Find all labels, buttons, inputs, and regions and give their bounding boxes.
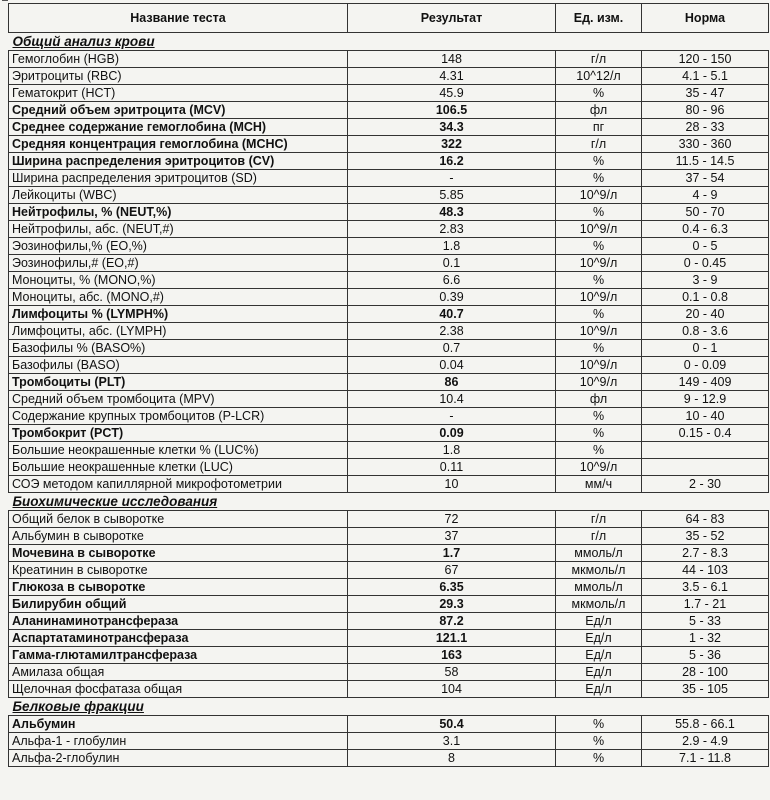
table-row	[9, 562, 769, 579]
section-row	[9, 493, 769, 511]
result-cell: 1.7	[348, 545, 556, 562]
norm-cell: 35 - 52	[642, 528, 769, 545]
result-cell: 45.9	[348, 85, 556, 102]
test-name-cell: Аспартатаминотрансфераза	[9, 630, 348, 647]
unit-cell: %	[556, 238, 642, 255]
norm-cell: 0.1 - 0.8	[642, 289, 769, 306]
norm-cell: 2.9 - 4.9	[642, 733, 769, 750]
norm-cell: 330 - 360	[642, 136, 769, 153]
norm-cell: 0.4 - 6.3	[642, 221, 769, 238]
table-row	[9, 630, 769, 647]
result-cell: -	[348, 408, 556, 425]
test-name-cell: Альбумин	[9, 716, 348, 733]
test-name-cell: Билирубин общий	[9, 596, 348, 613]
test-name-cell: Нейтрофилы, абс. (NEUT,#)	[9, 221, 348, 238]
test-name-cell: Ширина распределения эритроцитов (CV)	[9, 153, 348, 170]
unit-cell: %	[556, 408, 642, 425]
test-name-cell: Гемоглобин (HGB)	[9, 51, 348, 68]
norm-cell: 7.1 - 11.8	[642, 750, 769, 767]
result-cell: 163	[348, 647, 556, 664]
unit-cell: Ед/л	[556, 613, 642, 630]
unit-cell: %	[556, 425, 642, 442]
table-row	[9, 716, 769, 733]
result-cell: 2.38	[348, 323, 556, 340]
norm-cell: 0 - 5	[642, 238, 769, 255]
test-name-cell: Моноциты, абс. (MONO,#)	[9, 289, 348, 306]
norm-cell: 4.1 - 5.1	[642, 68, 769, 85]
unit-cell: %	[556, 204, 642, 221]
norm-cell: 80 - 96	[642, 102, 769, 119]
column-header-norm: Норма	[642, 4, 769, 33]
table-row	[9, 681, 769, 698]
table-row	[9, 187, 769, 204]
column-header-unit: Ед. изм.	[556, 4, 642, 33]
unit-cell: г/л	[556, 528, 642, 545]
result-cell: 40.7	[348, 306, 556, 323]
unit-cell: 10^9/л	[556, 255, 642, 272]
table-row	[9, 528, 769, 545]
unit-cell: Ед/л	[556, 647, 642, 664]
norm-cell: 3 - 9	[642, 272, 769, 289]
result-cell: 322	[348, 136, 556, 153]
test-name-cell: Базофилы % (BASO%)	[9, 340, 348, 357]
norm-cell	[642, 442, 769, 459]
norm-cell: 28 - 33	[642, 119, 769, 136]
norm-cell: 64 - 83	[642, 511, 769, 528]
table-row	[9, 102, 769, 119]
result-cell: 86	[348, 374, 556, 391]
table-row	[9, 664, 769, 681]
table-row	[9, 153, 769, 170]
table-row	[9, 750, 769, 767]
unit-cell: %	[556, 306, 642, 323]
section-title: Общий анализ крови	[9, 33, 769, 51]
result-cell: 2.83	[348, 221, 556, 238]
result-cell: 37	[348, 528, 556, 545]
test-name-cell: Базофилы (BASO)	[9, 357, 348, 374]
unit-cell: 10^9/л	[556, 221, 642, 238]
norm-cell: 0 - 0.09	[642, 357, 769, 374]
table-row	[9, 459, 769, 476]
norm-cell: 35 - 47	[642, 85, 769, 102]
result-cell: 0.39	[348, 289, 556, 306]
test-name-cell: Нейтрофилы, % (NEUT,%)	[9, 204, 348, 221]
column-header-result: Результат	[348, 4, 556, 33]
result-cell: -	[348, 170, 556, 187]
test-name-cell: Альфа-2-глобулин	[9, 750, 348, 767]
test-name-cell: Ширина распределения эритроцитов (SD)	[9, 170, 348, 187]
result-cell: 0.1	[348, 255, 556, 272]
result-cell: 3.1	[348, 733, 556, 750]
test-name-cell: Глюкоза в сыворотке	[9, 579, 348, 596]
table-row	[9, 289, 769, 306]
table-row	[9, 170, 769, 187]
norm-cell: 0.15 - 0.4	[642, 425, 769, 442]
unit-cell: 10^9/л	[556, 187, 642, 204]
unit-cell: %	[556, 733, 642, 750]
table-row	[9, 391, 769, 408]
norm-cell: 0 - 1	[642, 340, 769, 357]
unit-cell: г/л	[556, 511, 642, 528]
test-name-cell: Аланинаминотрансфераза	[9, 613, 348, 630]
test-name-cell: Содержание крупных тромбоцитов (P-LCR)	[9, 408, 348, 425]
unit-cell: фл	[556, 102, 642, 119]
table-row	[9, 255, 769, 272]
result-cell: 8	[348, 750, 556, 767]
table-row	[9, 425, 769, 442]
table-row	[9, 119, 769, 136]
norm-cell: 0.8 - 3.6	[642, 323, 769, 340]
unit-cell: ммоль/л	[556, 579, 642, 596]
unit-cell: 10^9/л	[556, 459, 642, 476]
norm-cell: 5 - 33	[642, 613, 769, 630]
unit-cell: %	[556, 442, 642, 459]
result-cell: 0.04	[348, 357, 556, 374]
table-row	[9, 204, 769, 221]
result-cell: 106.5	[348, 102, 556, 119]
results-body	[9, 33, 769, 767]
table-row	[9, 357, 769, 374]
table-row	[9, 442, 769, 459]
test-name-cell: Альфа-1 - глобулин	[9, 733, 348, 750]
result-cell: 50.4	[348, 716, 556, 733]
test-name-cell: Средний объем эритроцита (MCV)	[9, 102, 348, 119]
section-row	[9, 33, 769, 51]
test-name-cell: Эозинофилы,# (EO,#)	[9, 255, 348, 272]
norm-cell: 44 - 103	[642, 562, 769, 579]
table-row	[9, 306, 769, 323]
column-header-name: Название теста	[9, 4, 348, 33]
result-cell: 0.11	[348, 459, 556, 476]
norm-cell: 55.8 - 66.1	[642, 716, 769, 733]
test-name-cell: Моноциты, % (MONO,%)	[9, 272, 348, 289]
unit-cell: 10^9/л	[556, 357, 642, 374]
unit-cell: %	[556, 170, 642, 187]
table-row	[9, 476, 769, 493]
test-name-cell: Тромбокрит (PCT)	[9, 425, 348, 442]
result-cell: 1.8	[348, 442, 556, 459]
test-name-cell: СОЭ методом капиллярной микрофотометрии	[9, 476, 348, 493]
unit-cell: %	[556, 85, 642, 102]
result-cell: 72	[348, 511, 556, 528]
unit-cell: %	[556, 153, 642, 170]
unit-cell: %	[556, 272, 642, 289]
norm-cell: 1.7 - 21	[642, 596, 769, 613]
norm-cell: 5 - 36	[642, 647, 769, 664]
table-row	[9, 511, 769, 528]
result-cell: 5.85	[348, 187, 556, 204]
norm-cell: 35 - 105	[642, 681, 769, 698]
table-row	[9, 51, 769, 68]
result-cell: 0.09	[348, 425, 556, 442]
test-name-cell: Лейкоциты (WBC)	[9, 187, 348, 204]
test-name-cell: Средняя концентрация гемоглобина (MCHC)	[9, 136, 348, 153]
table-row	[9, 68, 769, 85]
result-cell: 4.31	[348, 68, 556, 85]
unit-cell: Ед/л	[556, 630, 642, 647]
unit-cell: г/л	[556, 136, 642, 153]
unit-cell: ммоль/л	[556, 545, 642, 562]
table-row	[9, 408, 769, 425]
table-row	[9, 596, 769, 613]
test-name-cell: Эритроциты (RBC)	[9, 68, 348, 85]
norm-cell: 10 - 40	[642, 408, 769, 425]
result-cell: 87.2	[348, 613, 556, 630]
test-name-cell: Гамма-глютамилтрансфераза	[9, 647, 348, 664]
unit-cell: мкмоль/л	[556, 596, 642, 613]
norm-cell: 28 - 100	[642, 664, 769, 681]
table-row	[9, 647, 769, 664]
table-row	[9, 733, 769, 750]
result-cell: 48.3	[348, 204, 556, 221]
unit-cell: %	[556, 750, 642, 767]
result-cell: 0.7	[348, 340, 556, 357]
unit-cell: г/л	[556, 51, 642, 68]
unit-cell: 10^9/л	[556, 289, 642, 306]
section-title: Белковые фракции	[9, 698, 769, 716]
unit-cell: %	[556, 716, 642, 733]
table-row	[9, 374, 769, 391]
table-header-row	[9, 4, 769, 33]
section-title: Биохимические исследования	[9, 493, 769, 511]
unit-cell: мм/ч	[556, 476, 642, 493]
test-name-cell: Большие неокрашенные клетки (LUC)	[9, 459, 348, 476]
result-cell: 1.8	[348, 238, 556, 255]
result-cell: 16.2	[348, 153, 556, 170]
test-name-cell: Щелочная фосфатаза общая	[9, 681, 348, 698]
norm-cell	[642, 459, 769, 476]
test-name-cell: Лимфоциты % (LYMPH%)	[9, 306, 348, 323]
section-row	[9, 698, 769, 716]
result-cell: 104	[348, 681, 556, 698]
unit-cell: 10^9/л	[556, 374, 642, 391]
result-cell: 34.3	[348, 119, 556, 136]
test-name-cell: Лимфоциты, абс. (LYMPH)	[9, 323, 348, 340]
norm-cell: 2 - 30	[642, 476, 769, 493]
result-cell: 6.35	[348, 579, 556, 596]
unit-cell: Ед/л	[556, 664, 642, 681]
table-row	[9, 272, 769, 289]
table-row	[9, 579, 769, 596]
norm-cell: 11.5 - 14.5	[642, 153, 769, 170]
result-cell: 6.6	[348, 272, 556, 289]
norm-cell: 0 - 0.45	[642, 255, 769, 272]
table-row	[9, 545, 769, 562]
test-name-cell: Эозинофилы,% (EO,%)	[9, 238, 348, 255]
norm-cell: 20 - 40	[642, 306, 769, 323]
test-name-cell: Среднее содержание гемоглобина (MCH)	[9, 119, 348, 136]
unit-cell: Ед/л	[556, 681, 642, 698]
table-row	[9, 85, 769, 102]
test-name-cell: Тромбоциты (PLT)	[9, 374, 348, 391]
norm-cell: 2.7 - 8.3	[642, 545, 769, 562]
test-name-cell: Креатинин в сыворотке	[9, 562, 348, 579]
norm-cell: 50 - 70	[642, 204, 769, 221]
table-row	[9, 323, 769, 340]
unit-cell: 10^9/л	[556, 323, 642, 340]
unit-cell: фл	[556, 391, 642, 408]
test-name-cell: Мочевина в сыворотке	[9, 545, 348, 562]
table-row	[9, 340, 769, 357]
unit-cell: пг	[556, 119, 642, 136]
result-cell: 58	[348, 664, 556, 681]
test-name-cell: Амилаза общая	[9, 664, 348, 681]
result-cell: 67	[348, 562, 556, 579]
table-row	[9, 613, 769, 630]
table-row	[9, 221, 769, 238]
result-cell: 148	[348, 51, 556, 68]
norm-cell: 120 - 150	[642, 51, 769, 68]
test-name-cell: Гематокрит (HCT)	[9, 85, 348, 102]
result-cell: 10.4	[348, 391, 556, 408]
unit-cell: %	[556, 340, 642, 357]
unit-cell: мкмоль/л	[556, 562, 642, 579]
table-row	[9, 136, 769, 153]
unit-cell: 10^12/л	[556, 68, 642, 85]
result-cell: 29.3	[348, 596, 556, 613]
result-cell: 121.1	[348, 630, 556, 647]
norm-cell: 37 - 54	[642, 170, 769, 187]
result-cell: 10	[348, 476, 556, 493]
test-name-cell: Большие неокрашенные клетки % (LUC%)	[9, 442, 348, 459]
test-name-cell: Общий белок в сыворотке	[9, 511, 348, 528]
results-table	[8, 3, 769, 767]
norm-cell: 149 - 409	[642, 374, 769, 391]
norm-cell: 1 - 32	[642, 630, 769, 647]
test-name-cell: Средний объем тромбоцита (MPV)	[9, 391, 348, 408]
norm-cell: 3.5 - 6.1	[642, 579, 769, 596]
norm-cell: 9 - 12.9	[642, 391, 769, 408]
table-row	[9, 238, 769, 255]
test-name-cell: Альбумин в сыворотке	[9, 528, 348, 545]
norm-cell: 4 - 9	[642, 187, 769, 204]
